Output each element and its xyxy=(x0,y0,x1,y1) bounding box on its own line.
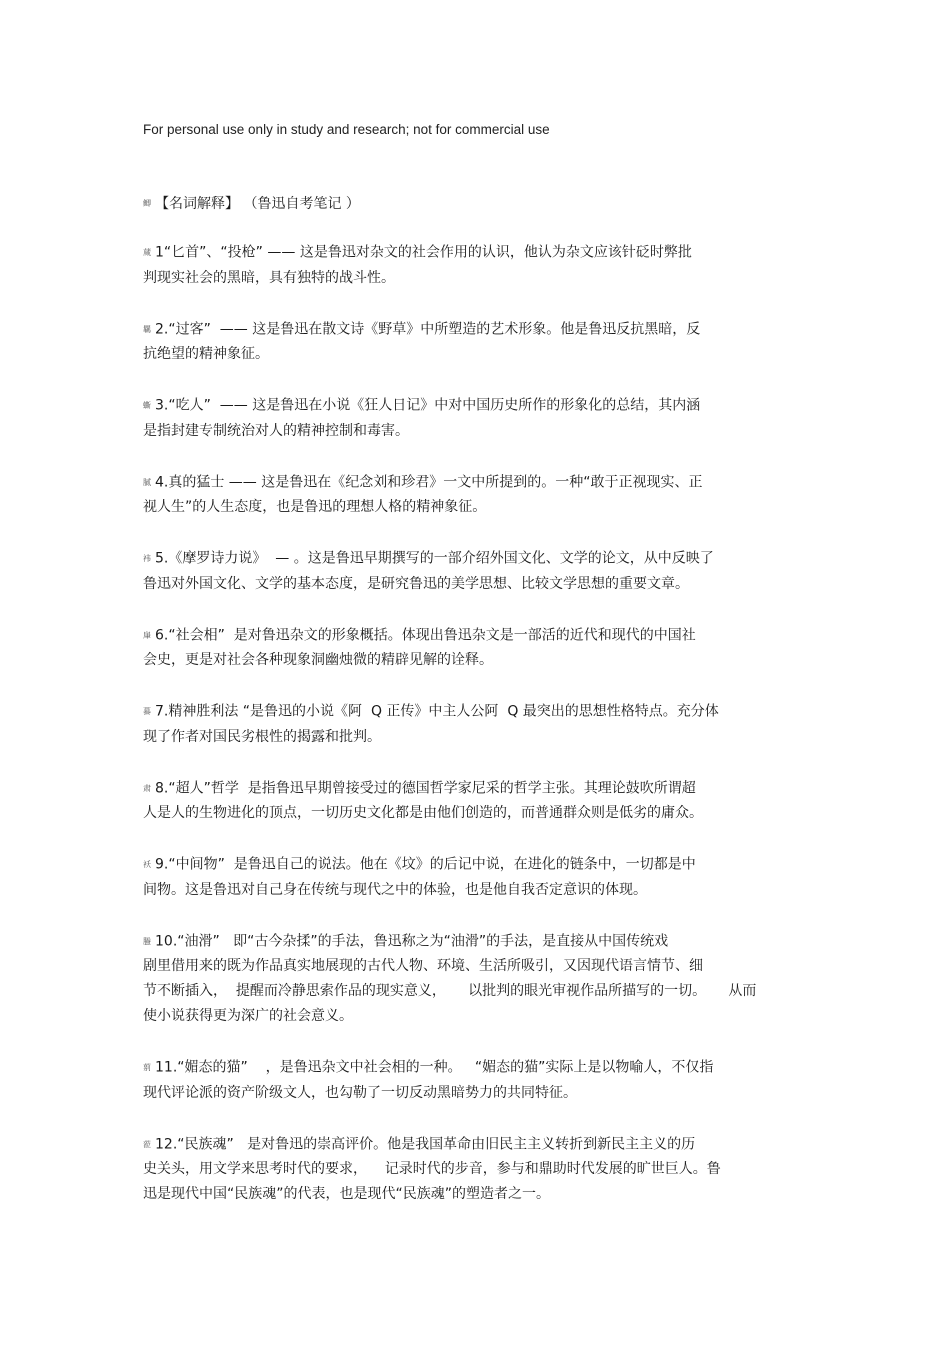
entry-marker: 蟇 xyxy=(143,707,150,716)
entry-line xyxy=(143,317,823,343)
entry-text: 史关头，用文学来思考时代的要求， 记录时代的步音，参与和鼎助时代发展的旷世巨人。鲁 xyxy=(143,1161,721,1177)
entry-line xyxy=(143,1157,823,1182)
entry-text: 节不断插入， 提醒而冷静思索作品的现实意义， 以批判的眼光审视作品所描写的一切。 从而 xyxy=(143,983,757,999)
entry-text: 现了作者对国民劣根性的揭露和批判。 xyxy=(143,728,381,745)
entry-line xyxy=(143,495,823,520)
entry-marker: 蒇 xyxy=(143,248,150,257)
entry-marker: 螣 xyxy=(143,936,150,946)
term-entry-7 xyxy=(143,699,823,750)
entry-text: 1“匕首”、“投枪” —— 这是鲁迅对杂文的社会作用的认识，他认为杂文应该针砭时弊批 xyxy=(155,244,692,261)
entry-marker: 肃 xyxy=(143,783,150,793)
heading-marker: 鲫 xyxy=(143,199,150,208)
term-entry-10 xyxy=(143,929,823,1030)
entry-line xyxy=(143,1182,823,1207)
entry-text: 间物。这是鲁迅对自己身在传统与现代之中的体验，也是他自我否定意识的体现。 xyxy=(143,881,647,898)
entry-line xyxy=(143,1055,823,1081)
term-entry-12 xyxy=(143,1132,823,1208)
entry-text: 5.《摩罗诗力说》 — 。这是鲁迅早期撰写的一部介绍外国文化、文学的论文，从中反映了 xyxy=(155,550,714,567)
entry-marker: 蒞 xyxy=(143,1139,150,1149)
entry-text: 2.“过客” —— 这是鲁迅在散文诗《野草》中所塑造的艺术形象。他是鲁迅反抗黑暗，反 xyxy=(155,321,701,337)
entry-text: 6.“社会相” 是对鲁迅杂文的形象概括。体现出鲁迅杂文是一部活的近代和现代的中国社 xyxy=(155,627,696,643)
heading-text: 【名词解释】 （鲁迅自考笔记 ） xyxy=(155,196,360,212)
entry-line xyxy=(143,546,823,572)
term-entry-5 xyxy=(143,546,823,597)
entry-marker: 莂 xyxy=(143,1063,150,1072)
entry-line xyxy=(143,878,823,903)
entry-text: 剧里借用来的既为作品真实地展现的古代人物、环境、生活所吸引，又因现代语言情节、细 xyxy=(143,958,703,974)
entry-text: 人是人的生物进化的顶点，一切历史文化都是由他们创造的，而普通群众则是低劣的庸众。 xyxy=(143,805,703,821)
entry-line xyxy=(143,954,823,979)
entry-line xyxy=(143,776,823,802)
entry-text: 是指封建专制统治对人的精神控制和毒害。 xyxy=(143,422,409,439)
entry-marker: 蟖 xyxy=(143,401,150,410)
entry-text: 12.“民族魂” 是对鲁迅的崇高评价。他是我国革命由旧民主主义转折到新民主主义的历 xyxy=(155,1136,696,1152)
entry-text: 3.“吃人” —— 这是鲁迅在小说《狂人日记》中对中国历史所作的形象化的总结，其内涵 xyxy=(155,397,701,414)
entry-text: 迅是现代中国“民族魂”的代表，也是现代“民族魂”的塑造者之一。 xyxy=(143,1186,551,1202)
entry-line xyxy=(143,929,823,955)
entry-line xyxy=(143,801,823,826)
entry-text: 鲁迅对外国文化、文学的基本态度，是研究鲁迅的美学思想、比较文学思想的重要文章。 xyxy=(143,575,689,592)
entry-text: 11.“媚态的猫” ，是鲁迅杂文中社会相的一种。 “媚态的猫”实际上是以物喻人，不仅指 xyxy=(155,1059,714,1076)
entry-text: 抗绝望的精神象征。 xyxy=(143,346,269,362)
term-entry-1 xyxy=(143,240,823,291)
term-entry-9 xyxy=(143,852,823,903)
term-entry-4 xyxy=(143,470,823,521)
entry-text: 现代评论派的资产阶级文人，也勾勒了一切反动黑暗势力的共同特征。 xyxy=(143,1084,577,1101)
entry-line xyxy=(143,979,823,1004)
entry-text: 7.精神胜利法 “是鲁迅的小说《阿 Q 正传》中主人公阿 Q 最突出的思想性格特点。充分体 xyxy=(155,703,719,720)
entry-line xyxy=(143,266,823,291)
section-heading xyxy=(143,194,360,214)
entry-line xyxy=(143,240,823,266)
entry-marker: 膩 xyxy=(143,477,150,487)
entry-line xyxy=(143,699,823,725)
entry-line xyxy=(143,1081,823,1106)
entry-text: 使小说获得更为深广的社会意义。 xyxy=(143,1008,353,1024)
entry-text: 10.“油滑” 即“古今杂揉”的手法，鲁迅称之为“油滑”的手法，是直接从中国传统戏 xyxy=(155,933,669,949)
entry-marker: 袆 xyxy=(143,554,150,563)
entry-line xyxy=(143,419,823,444)
entry-text: 判现实社会的黑暗，具有独特的战斗性。 xyxy=(143,269,395,286)
entry-text: 8.“超人”哲学 是指鲁迅早期曾接受过的德国哲学家尼采的哲学主张。其理论鼓吹所谓超 xyxy=(155,780,696,796)
term-entry-6 xyxy=(143,623,823,674)
entry-line xyxy=(143,342,823,367)
term-entry-11 xyxy=(143,1055,823,1106)
entry-marker: 肁 xyxy=(143,630,150,640)
entry-marker: 袄 xyxy=(143,860,150,869)
term-list xyxy=(143,240,823,1233)
entry-line xyxy=(143,725,823,750)
entry-text: 4.真的猛士 —— 这是鲁迅在《纪念刘和珍君》一文中所提到的。一种“敢于正视现实、正 xyxy=(155,474,703,490)
entry-text: 9.“中间物” 是鲁迅自己的说法。他在《坟》的后记中说，在进化的链条中，一切都是中 xyxy=(155,856,696,873)
entry-line xyxy=(143,1132,823,1158)
entry-line xyxy=(143,572,823,597)
entry-line xyxy=(143,852,823,878)
entry-line xyxy=(143,648,823,673)
disclaimer: For personal use only in study and research; not for commercial use xyxy=(143,122,550,137)
entry-marker: 羈 xyxy=(143,324,150,334)
term-entry-2 xyxy=(143,317,823,368)
term-entry-3 xyxy=(143,393,823,444)
entry-text: 会史，更是对社会各种现象洞幽烛微的精辟见解的诠释。 xyxy=(143,652,493,668)
entry-line xyxy=(143,470,823,496)
term-entry-8 xyxy=(143,776,823,827)
entry-text: 视人生”的人生态度，也是鲁迅的理想人格的精神象征。 xyxy=(143,499,487,515)
entry-line xyxy=(143,623,823,649)
entry-line xyxy=(143,393,823,419)
entry-line xyxy=(143,1004,823,1029)
